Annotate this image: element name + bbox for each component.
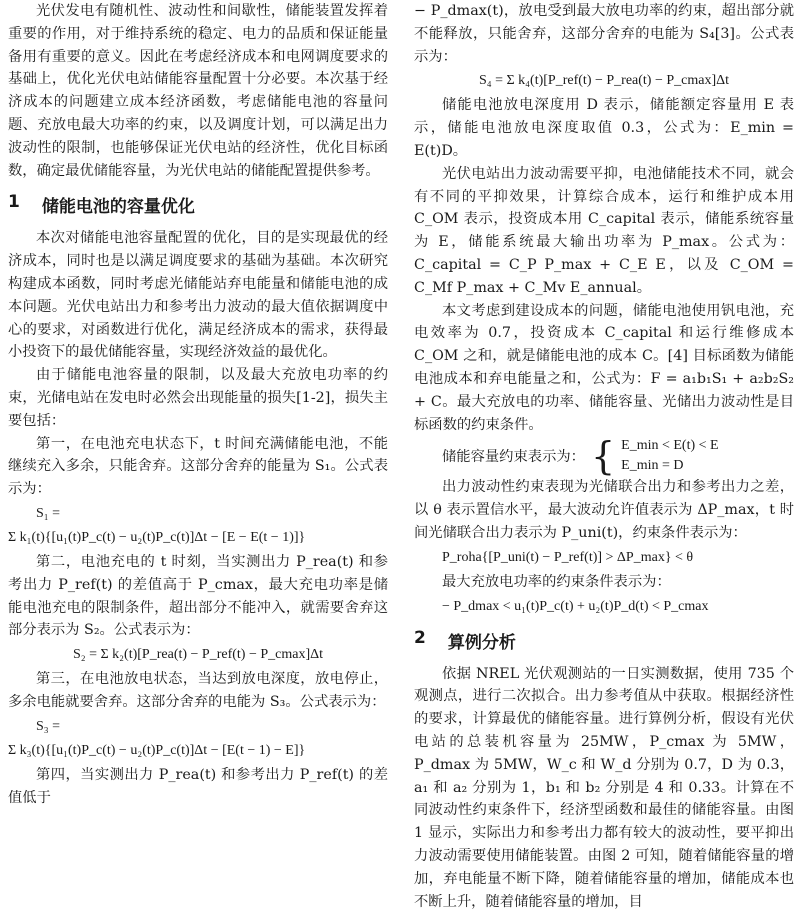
- formula-s3-lhs: S₃ =: [36, 718, 61, 734]
- formula-s1-lhs: S₁ =: [36, 505, 61, 521]
- intro-paragraph: 光伏发电有随机性、波动性和间歇性，储能装置发挥着重要的作用，对于维持系统的稳定、电力的品质和保证能量备用有重要的意义。因此在考虑经济成本和电网调度要求的基础上，优化光伏电站储能容量配置十分必要。本次基于经济成本的问题建立成本经济函数，考虑储能电池的容量问题、充放电最大功率的约束，以及调度计划，可以满足出力波动性的限制，也能够保证光伏电站的经济性，优化目标函数，确定最优储能容量，为光伏电站的储能配置提供参考。: [8, 3, 388, 179]
- constraint-label: 储能容量约束表示为：: [442, 449, 585, 466]
- paragraph: 依据 NREL 光伏观测站的一日实测数据，使用 735 个观测点，进行二次拟合。出力参考值从中获取。根据经济性的要求，计算最优的储能容量。进行算例分析，假设有光伏电站的总装机容量为 25MW，P_cmax 为 5MW，P_dmax 为 5MW，W_c 和 W_d 分别为 0.7，D 为 0.3，a₁ 和 a₂ 分别为 1，b₁ 和 b₂ 分别是 4 和 0.33。计算在不同波动性约束条件下，经济型函数和最佳的储能容量。由图 1 显示，实际出力和参考出力都有较大的波动性，要平抑出力波动需要使用储能装置。由图 2 可知，随着储能容量的增加，弃电能量不断下降，随着储能容量的增加，储能成本也不断上升，随着储能容量的增加，目: [414, 665, 794, 910]
- paragraph: 由于储能电池容量的限制，以及最大充放电功率的约束，光储电站在发电时必然会出现能量的损失[1-2]，损失主要包括：: [8, 367, 388, 429]
- paragraph: 第三，在电池放电状态，当达到放电深度，放电停止，多余电能就要舍弃。这部分舍弃的电能为 S₃。公式表示为：: [8, 671, 388, 710]
- constraint-lines: [621, 436, 718, 476]
- constraint-line-1: E_min < E(t) < E: [621, 438, 719, 454]
- brace-symbol: {: [590, 434, 616, 479]
- section-1-title: 储能电池的容量优化: [41, 197, 195, 218]
- formula-roha: P_roha{[P_uni(t) − P_ref(t)] > ΔP_max} < θ: [442, 549, 694, 565]
- right-column: [414, 0, 794, 913]
- paragraph: 最大充放电功率的约束条件表示为：: [442, 573, 671, 590]
- formula-s3: Σ k₃(t){[u₁(t)P_c(t) − u₂(t)P_c(t)]Δt − [E(t − 1) − E]}: [8, 742, 306, 758]
- section-2-heading: [414, 628, 794, 653]
- section-1-heading: [8, 192, 388, 217]
- left-column: [8, 0, 388, 809]
- capacity-constraint: [414, 434, 794, 479]
- section-1-number: 1: [8, 192, 20, 213]
- formula-pd: − P_dmax < u₁(t)P_c(t) + u₂(t)P_d(t) < P_cmax: [442, 598, 709, 614]
- formula-s4: S₄ = Σ k₄(t)[P_ref(t) − P_rea(t) − P_cmax]Δt: [478, 73, 730, 89]
- paragraph: 本文考虑到建设成本的问题，储能电池使用钒电池，充电效率为 0.7，投资成本 C_capital 和运行维修成本 C_OM 之和，就是储能电池的成本 C。[4] 目标函数为储能电池成本和弃电能量之和，公式为：F = a₁b₁S₁ + a₂b₂S₂ + C。最大充放电的功率、储能容量、光储出力波动性是目标函数的约束条件。: [414, 302, 794, 433]
- paragraph: 第二，电池充电的 t 时刻，当实测出力 P_rea(t) 和参考出力 P_ref(t) 的差值高于 P_cmax，最大充电功率是储能电池充电的限制条件，超出部分不能冲入，就需要舍弃这部分表示为 S₂。公式表示为：: [8, 553, 388, 639]
- formula-s2: S₂ = Σ k₂(t)[P_rea(t) − P_ref(t) − P_cmax]Δt: [72, 647, 324, 663]
- paragraph: 本次对储能电池容量配置的优化，目的是实现最优的经济成本，同时也是以满足调度要求的基础为基础。本次研究构建成本函数，同时考虑光储能站弃电能量和储能电池的成本问题。光伏电站出力和参考出力波动的最大值依据调度中心的要求，对函数进行优化，满足经济成本的需求，获得最小投资下的最优储能容量，实现经济效益的最优化。: [8, 230, 388, 361]
- section-2-title: 算例分析: [447, 632, 516, 653]
- paragraph: − P_dmax(t)，放电受到最大放电功率的约束，超出部分就不能释放，只能舍弃，这部分舍弃的电能为 S₄[3]。公式表示为：: [414, 3, 794, 65]
- section-2-number: 2: [414, 627, 426, 648]
- constraint-line-2: E_min = D: [621, 458, 684, 474]
- paragraph: 出力波动性约束表现为光储联合出力和参考出力之差，以 θ 表示置信水平，最大波动允许值表示为 ΔP_max，t 时间光储联合出力表示为 P_uni(t)，约束条件表示为：: [414, 479, 794, 541]
- paragraph: 储能电池放电深度用 D 表示，储能额定容量用 E 表示，储能电池放电深度取值 0.3，公式为：E_min = E(t)D。: [414, 97, 794, 159]
- paragraph: 第一，在电池充电状态下，t 时间充满储能电池，不能继续充入多余，只能舍弃。这部分舍弃的能量为 S₁。公式表示为：: [8, 435, 388, 498]
- paragraph: 第四，当实测出力 P_rea(t) 和参考出力 P_ref(t) 的差值低于: [8, 766, 388, 806]
- formula-s1: Σ k₁(t){[u₁(t)P_c(t) − u₂(t)P_c(t)]Δt − [E − E(t − 1)]}: [8, 529, 306, 545]
- paragraph: 光伏电站出力波动需要平抑，电池储能技术不同，就会有不同的平抑效果，计算综合成本，运行和维护成本用 C_OM 表示，投资成本用 C_capital 表示，储能系统容量为 E，储能系统最大输出功率为 P_max。公式为：C_capital = C_P P_max + C_E E，以及 C_OM = C_Mf P_max + C_Mv E_annual。: [414, 165, 794, 296]
